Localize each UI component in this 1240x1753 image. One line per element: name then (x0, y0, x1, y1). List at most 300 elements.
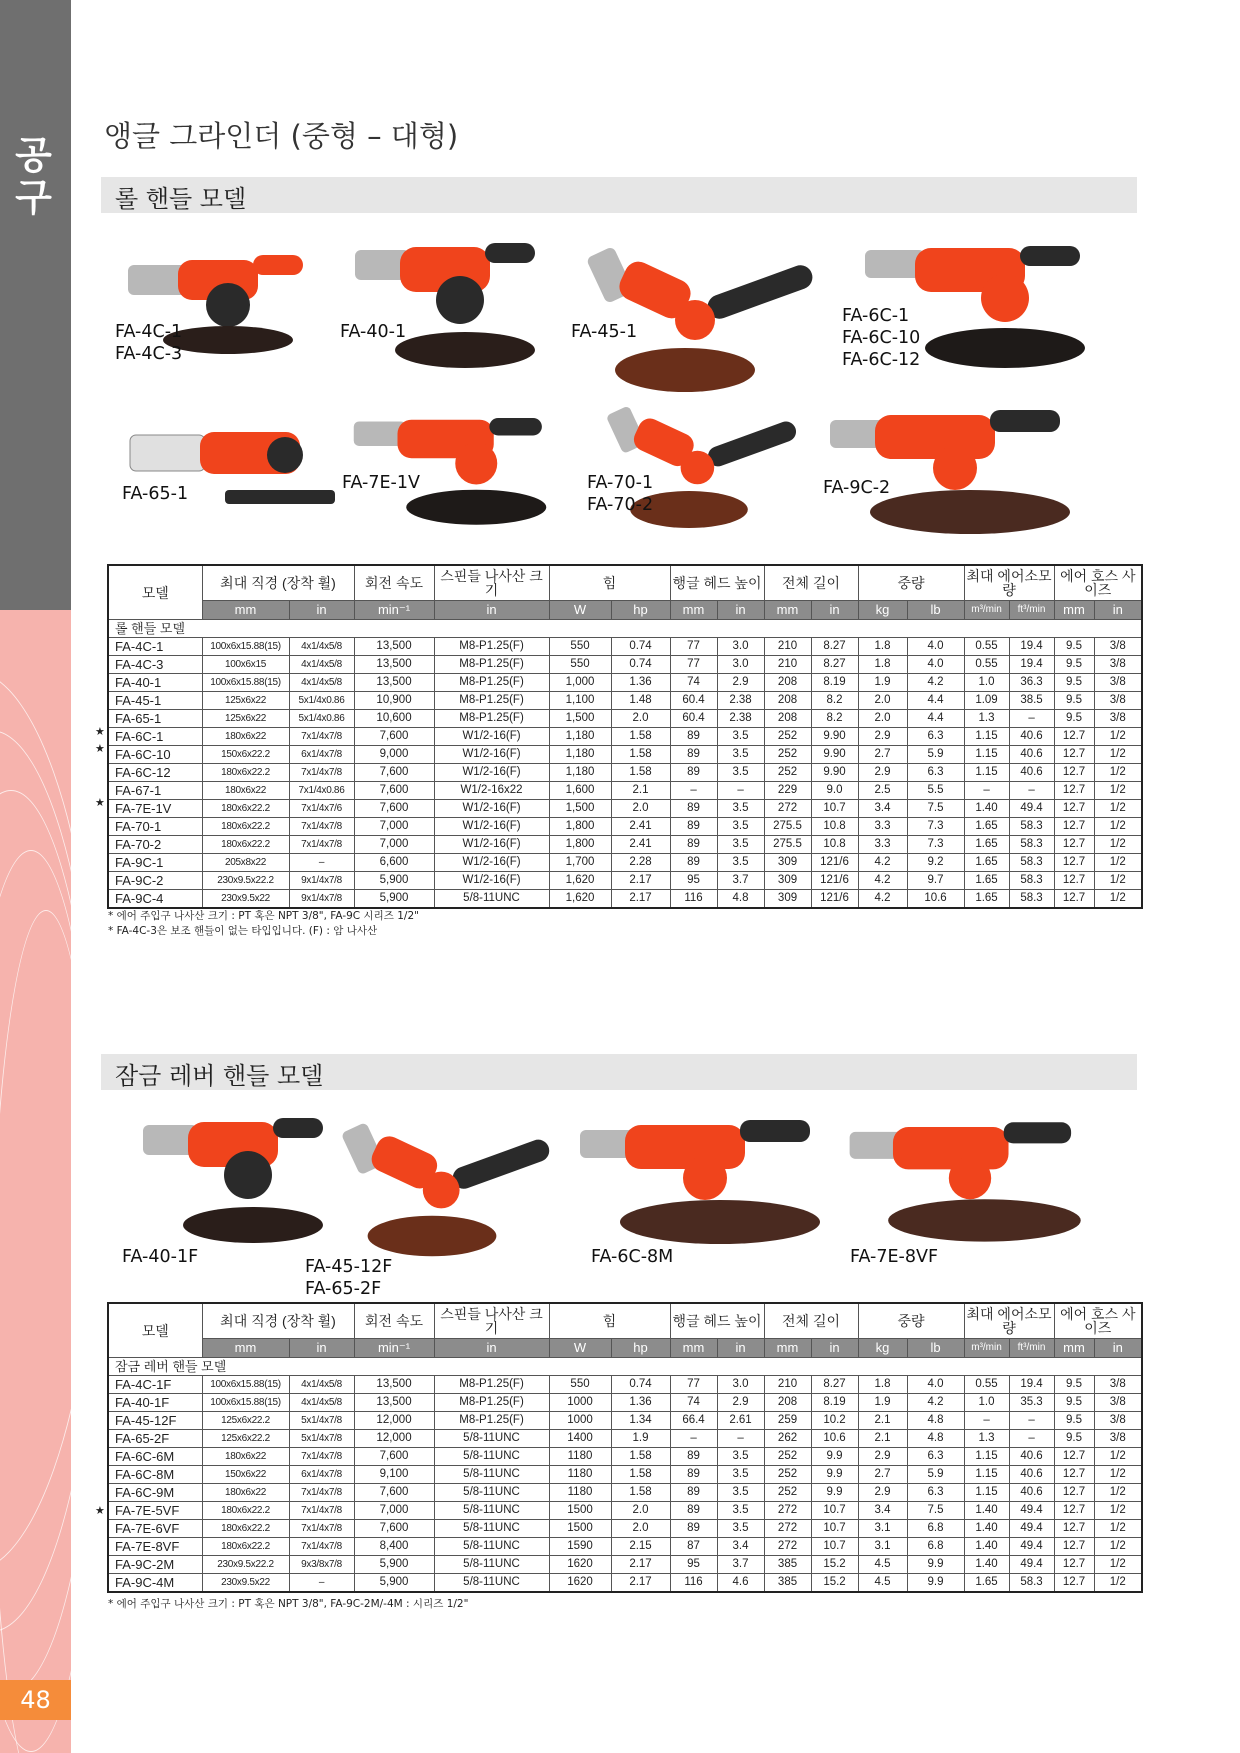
spec-cell: 1,000 (549, 674, 611, 692)
spec-cell: 0.55 (964, 638, 1009, 656)
spec-cell: 95 (670, 1556, 717, 1574)
spec-cell: 5/8-11UNC (434, 1484, 549, 1502)
table-row (108, 818, 1142, 836)
grinder-image-fa-45-12f (340, 1105, 570, 1275)
table-row (108, 764, 1142, 782)
table-row (108, 1556, 1142, 1574)
model-cell: FA-7E-6VF (108, 1520, 202, 1538)
col-spindle: 스핀들 나사산 크기 (434, 1303, 549, 1339)
spec-cell: 125x6x22.2 (202, 1412, 289, 1430)
product-label: FA-45-12F FA-65-2F (305, 1257, 393, 1299)
spec-cell: 3.5 (717, 764, 764, 782)
spec-cell: 19.4 (1009, 656, 1054, 674)
spec-cell: 1,620 (549, 890, 611, 909)
table-row (108, 710, 1142, 728)
unit-cell: lb (907, 1339, 964, 1358)
spec-cell: 77 (670, 656, 717, 674)
product-label: FA-4C-1 FA-4C-3 (115, 322, 183, 364)
spec-cell: 2.41 (611, 836, 670, 854)
table-row (108, 782, 1142, 800)
spec-cell: 4.2 (858, 890, 907, 909)
unit-cell: W (549, 1339, 611, 1358)
col-air: 최대 에어소모량 (964, 565, 1054, 601)
spec-cell: 210 (764, 1376, 811, 1394)
spec-cell: 385 (764, 1556, 811, 1574)
spec-cell: – (964, 782, 1009, 800)
spec-cell: 12.7 (1054, 728, 1094, 746)
spec-cell: 40.6 (1009, 1484, 1054, 1502)
spec-cell: 3.4 (717, 1538, 764, 1556)
spec-cell: 6x1/4x7/8 (289, 1466, 354, 1484)
spec-cell: 12.7 (1054, 746, 1094, 764)
grinder-image-fa-9c-2 (820, 400, 1090, 540)
page-title: 앵글 그라인더 (중형 – 대형) (104, 119, 459, 153)
note: * FA-4C-3은 보조 핸들이 없는 타입입니다. (F) : 암 나사산 (108, 925, 378, 937)
spec-cell: 12.7 (1054, 1574, 1094, 1593)
spec-cell: 1000 (549, 1412, 611, 1430)
spec-cell: 3.0 (717, 1376, 764, 1394)
spec-cell: 10,900 (354, 692, 434, 710)
spec-cell: 100x6x15.88(15) (202, 1376, 289, 1394)
spec-cell: 0.74 (611, 656, 670, 674)
spec-cell: W1/2-16(F) (434, 800, 549, 818)
spec-cell: 7,600 (354, 728, 434, 746)
spec-cell: 1,800 (549, 836, 611, 854)
spec-cell: 4.2 (907, 1394, 964, 1412)
spec-cell: 7x1/4x7/8 (289, 836, 354, 854)
spec-cell: 10.2 (811, 1412, 858, 1430)
spec-cell: 252 (764, 764, 811, 782)
spec-cell: 1/2 (1094, 854, 1142, 872)
spec-cell: 1,500 (549, 710, 611, 728)
grinder-image-fa-6c-8m (570, 1105, 840, 1255)
unit-cell: mm (764, 601, 811, 620)
spec-cell: – (670, 782, 717, 800)
spec-cell: 7,600 (354, 782, 434, 800)
spec-cell: 3.5 (717, 746, 764, 764)
spec-cell: 3.3 (858, 818, 907, 836)
spec-cell: 38.5 (1009, 692, 1054, 710)
spec-cell: M8-P1.25(F) (434, 656, 549, 674)
spec-cell: 15.2 (811, 1574, 858, 1593)
spec-cell: 5,900 (354, 890, 434, 909)
spec-cell: 0.74 (611, 1376, 670, 1394)
table-row (108, 872, 1142, 890)
spec-cell: 10.7 (811, 1502, 858, 1520)
spec-table-roll-handle (107, 564, 1143, 909)
spec-cell: 5/8-11UNC (434, 1556, 549, 1574)
spec-cell: 180x6x22 (202, 1448, 289, 1466)
spec-cell: 1.40 (964, 1502, 1009, 1520)
spec-cell: 230x9.5x22.2 (202, 872, 289, 890)
spec-cell: 3.5 (717, 836, 764, 854)
spec-cell: 58.3 (1009, 1574, 1054, 1593)
product-label: FA-6C-1 FA-6C-10 FA-6C-12 (842, 306, 921, 370)
spec-cell: 2.7 (858, 1466, 907, 1484)
spec-cell: 12.7 (1054, 818, 1094, 836)
product-label: FA-6C-8M (591, 1247, 674, 1267)
spec-cell: 3/8 (1094, 1412, 1142, 1430)
spec-cell: W1/2-16(F) (434, 872, 549, 890)
unit-cell: in (1094, 601, 1142, 620)
spec-cell: 1620 (549, 1556, 611, 1574)
spec-cell: 1/2 (1094, 818, 1142, 836)
spec-cell: 8.2 (811, 710, 858, 728)
spec-cell: 1.3 (964, 1430, 1009, 1448)
unit-cell: ft³/min (1009, 601, 1054, 620)
spec-cell: 9x1/4x7/8 (289, 890, 354, 909)
spec-cell: 3.5 (717, 1448, 764, 1466)
spec-cell: 180x6x22.2 (202, 818, 289, 836)
spec-cell: 7x1/4x7/8 (289, 1520, 354, 1538)
spec-cell: 1.65 (964, 818, 1009, 836)
spec-cell: 5.9 (907, 746, 964, 764)
spec-cell: 7,600 (354, 1448, 434, 1466)
spec-cell: 272 (764, 1538, 811, 1556)
spec-cell: 1590 (549, 1538, 611, 1556)
col-model: 모델 (108, 1303, 202, 1358)
model-cell: FA-4C-1 (108, 638, 202, 656)
spec-cell: 4x1/4x5/8 (289, 638, 354, 656)
spec-cell: 9.2 (907, 854, 964, 872)
unit-cell: in (717, 601, 764, 620)
spec-cell: 1,600 (549, 782, 611, 800)
spec-cell: 77 (670, 1376, 717, 1394)
unit-cell: in (434, 601, 549, 620)
unit-cell: mm (670, 601, 717, 620)
spec-cell: 1.65 (964, 1574, 1009, 1593)
spec-cell: 2.17 (611, 872, 670, 890)
spec-cell: 8.19 (811, 1394, 858, 1412)
spec-cell: 1/2 (1094, 782, 1142, 800)
spec-cell: 3/8 (1094, 692, 1142, 710)
model-cell: FA-6C-6M (108, 1448, 202, 1466)
section-bar-roll-handle (101, 177, 1137, 213)
spec-cell: M8-P1.25(F) (434, 674, 549, 692)
spec-cell: – (1009, 710, 1054, 728)
spec-cell: 5x1/4x0.86 (289, 710, 354, 728)
spec-cell: 5/8-11UNC (434, 1538, 549, 1556)
col-air: 최대 에어소모량 (964, 1303, 1054, 1339)
spec-cell: 4.0 (907, 1376, 964, 1394)
spec-cell: 12,000 (354, 1430, 434, 1448)
spec-cell: 1180 (549, 1484, 611, 1502)
model-cell: FA-40-1 (108, 674, 202, 692)
note: * 에어 주입구 나사산 크기 : PT 혹은 NPT 3/8", FA-9C-2M/-4M : 시리즈 1/2" (108, 1598, 469, 1610)
col-speed: 회전 속도 (354, 1303, 434, 1339)
spec-cell: 1/2 (1094, 1538, 1142, 1556)
spec-cell: 60.4 (670, 692, 717, 710)
table-row (108, 1538, 1142, 1556)
spec-cell: 1.40 (964, 800, 1009, 818)
spec-cell: 309 (764, 872, 811, 890)
spec-cell: 5x1/4x0.86 (289, 692, 354, 710)
col-spindle: 스핀들 나사산 크기 (434, 565, 549, 601)
spec-cell: 7,600 (354, 1484, 434, 1502)
spec-cell: 100x6x15.88(15) (202, 1394, 289, 1412)
spec-cell: 272 (764, 800, 811, 818)
col-weight: 중량 (858, 565, 964, 601)
model-cell: FA-6C-1 (108, 728, 202, 746)
spec-cell: 125x6x22 (202, 710, 289, 728)
unit-cell: kg (858, 601, 907, 620)
spec-cell: 7x1/4x7/8 (289, 728, 354, 746)
spec-cell: 1.15 (964, 764, 1009, 782)
spec-cell: 5,900 (354, 1574, 434, 1593)
spec-cell: 10.7 (811, 1538, 858, 1556)
spec-cell: 4.6 (717, 1574, 764, 1593)
product-label: FA-40-1 (340, 322, 407, 342)
spec-cell: 6.3 (907, 1484, 964, 1502)
spec-cell: 1.09 (964, 692, 1009, 710)
spec-table-lock-lever (107, 1302, 1143, 1593)
spec-cell: 7,000 (354, 836, 434, 854)
spec-cell: 1.34 (611, 1412, 670, 1430)
spec-cell: 2.41 (611, 818, 670, 836)
spec-cell: 9.5 (1054, 656, 1094, 674)
spec-cell: 1/2 (1094, 872, 1142, 890)
spec-cell: 1,180 (549, 746, 611, 764)
spec-cell: 7.5 (907, 800, 964, 818)
spec-cell: 6.3 (907, 1448, 964, 1466)
spec-cell: 3/8 (1094, 1430, 1142, 1448)
spec-cell: 5/8-11UNC (434, 1448, 549, 1466)
grinder-image-fa-7e-8vf (840, 1110, 1100, 1250)
grinder-image-fa-7e-1v (345, 400, 555, 540)
unit-cell: mm (1054, 601, 1094, 620)
spec-cell: M8-P1.25(F) (434, 692, 549, 710)
spec-cell: 9.90 (811, 728, 858, 746)
spec-cell: 5,900 (354, 1556, 434, 1574)
spec-cell: 9.5 (1054, 692, 1094, 710)
spec-cell: – (1009, 1430, 1054, 1448)
unit-cell: mm (1054, 1339, 1094, 1358)
unit-cell: in (289, 601, 354, 620)
spec-cell: 1180 (549, 1448, 611, 1466)
spec-cell: 2.1 (858, 1412, 907, 1430)
spec-cell: 1,100 (549, 692, 611, 710)
spec-cell: 89 (670, 1484, 717, 1502)
spec-cell: 77 (670, 638, 717, 656)
spec-cell: 125x6x22 (202, 692, 289, 710)
spec-cell: 5x1/4x7/8 (289, 1430, 354, 1448)
spec-cell: – (670, 1430, 717, 1448)
product-label: FA-7E-1V (342, 473, 420, 493)
product-label: FA-7E-8VF (850, 1247, 939, 1267)
spec-cell: – (717, 782, 764, 800)
spec-cell: 3.5 (717, 1502, 764, 1520)
spec-cell: 1,700 (549, 854, 611, 872)
spec-cell: M8-P1.25(F) (434, 1412, 549, 1430)
spec-cell: M8-P1.25(F) (434, 1376, 549, 1394)
model-cell: FA-9C-4M (108, 1574, 202, 1593)
col-hose: 에어 호스 사이즈 (1054, 565, 1142, 601)
spec-cell: 1/2 (1094, 1502, 1142, 1520)
spec-cell: 3.5 (717, 818, 764, 836)
unit-cell: mm (202, 1339, 289, 1358)
spec-cell: 272 (764, 1520, 811, 1538)
spec-cell: 208 (764, 710, 811, 728)
col-disc: 최대 직경 (장착 휠) (202, 565, 354, 601)
spec-cell: 252 (764, 1484, 811, 1502)
spec-cell: W1/2-16(F) (434, 854, 549, 872)
spec-cell: 2.0 (611, 1520, 670, 1538)
section-title: 잠금 레버 핸들 모델 (115, 1062, 324, 1090)
grinder-image-fa-40-1f (128, 1110, 338, 1250)
spec-cell: 3.0 (717, 638, 764, 656)
spec-cell: 40.6 (1009, 728, 1054, 746)
spec-cell: 40.6 (1009, 764, 1054, 782)
spec-cell: – (289, 854, 354, 872)
spec-cell: 2.61 (717, 1412, 764, 1430)
spec-cell: 12.7 (1054, 890, 1094, 909)
unit-cell: hp (611, 1339, 670, 1358)
spec-cell: 180x6x22.2 (202, 800, 289, 818)
spec-cell: 180x6x22 (202, 728, 289, 746)
spec-cell: 275.5 (764, 818, 811, 836)
spec-cell: 1000 (549, 1394, 611, 1412)
spec-cell: 0.55 (964, 1376, 1009, 1394)
spec-cell: 12.7 (1054, 1538, 1094, 1556)
spec-cell: 12.7 (1054, 1466, 1094, 1484)
spec-cell: 40.6 (1009, 1448, 1054, 1466)
spec-cell: 10.8 (811, 818, 858, 836)
spec-cell: 1.48 (611, 692, 670, 710)
spec-cell: 13,500 (354, 674, 434, 692)
spec-cell: 1.65 (964, 854, 1009, 872)
spec-cell: 15.2 (811, 1556, 858, 1574)
spec-cell: 1500 (549, 1520, 611, 1538)
spec-cell: 1,180 (549, 764, 611, 782)
spec-cell: 10.7 (811, 1520, 858, 1538)
table-row (108, 1430, 1142, 1448)
unit-cell: mm (202, 601, 289, 620)
spec-cell: 230x9.5x22.2 (202, 1556, 289, 1574)
table-group-row (108, 1358, 1142, 1376)
spec-cell: 9.5 (1054, 1394, 1094, 1412)
spec-cell: 180x6x22.2 (202, 836, 289, 854)
spec-cell: 2.1 (858, 1430, 907, 1448)
spec-cell: 4.5 (858, 1556, 907, 1574)
spec-cell: 4.5 (858, 1574, 907, 1593)
spec-cell: 1/2 (1094, 890, 1142, 909)
spec-cell: 1.40 (964, 1538, 1009, 1556)
spec-cell: 116 (670, 1574, 717, 1593)
spec-cell: 5/8-11UNC (434, 1430, 549, 1448)
spec-cell: 1/2 (1094, 1484, 1142, 1502)
spec-cell: 1.15 (964, 728, 1009, 746)
product-label: FA-40-1F (122, 1247, 199, 1267)
spec-cell: 5/8-11UNC (434, 1520, 549, 1538)
table-row (108, 1520, 1142, 1538)
spec-cell: 1500 (549, 1502, 611, 1520)
spec-cell: 4x1/4x5/8 (289, 1394, 354, 1412)
spec-cell: 2.1 (611, 782, 670, 800)
col-power: 힘 (549, 565, 670, 601)
spec-cell: 9.90 (811, 746, 858, 764)
spec-cell: 550 (549, 656, 611, 674)
model-cell: FA-9C-4 (108, 890, 202, 909)
spec-cell: 3.1 (858, 1538, 907, 1556)
star-mark: ★ (95, 725, 105, 738)
col-head: 행글 헤드 높이 (670, 565, 764, 601)
grinder-image-fa-70 (605, 395, 815, 540)
model-cell: FA-6C-12 (108, 764, 202, 782)
spec-cell: 121/6 (811, 890, 858, 909)
spec-cell: 49.4 (1009, 800, 1054, 818)
spec-cell: 9x3/8x7/8 (289, 1556, 354, 1574)
col-head: 행글 헤드 높이 (670, 1303, 764, 1339)
spec-cell: 180x6x22 (202, 1484, 289, 1502)
spec-cell: 1.15 (964, 1448, 1009, 1466)
spec-cell: 87 (670, 1538, 717, 1556)
table-row (108, 1412, 1142, 1430)
col-model: 모델 (108, 565, 202, 620)
spec-cell: 36.3 (1009, 674, 1054, 692)
spec-cell: 4x1/4x5/8 (289, 656, 354, 674)
spec-cell: 1.8 (858, 638, 907, 656)
spec-cell: 9.0 (811, 782, 858, 800)
spec-cell: 1.15 (964, 1484, 1009, 1502)
spec-cell: 125x6x22.2 (202, 1430, 289, 1448)
table-row (108, 836, 1142, 854)
table-row (108, 674, 1142, 692)
product-label: FA-65-1 (122, 484, 189, 504)
spec-cell: 13,500 (354, 1376, 434, 1394)
spec-cell: 9.9 (907, 1556, 964, 1574)
spec-cell: 19.4 (1009, 1376, 1054, 1394)
spec-cell: 9.9 (907, 1574, 964, 1593)
spec-cell: 9.5 (1054, 710, 1094, 728)
spec-cell: 230x9.5x22 (202, 890, 289, 909)
spec-cell: 12.7 (1054, 764, 1094, 782)
spec-cell: 180x6x22.2 (202, 1538, 289, 1556)
spec-cell: 8.2 (811, 692, 858, 710)
model-cell: FA-40-1F (108, 1394, 202, 1412)
model-cell: FA-9C-1 (108, 854, 202, 872)
model-cell: FA-7E-1V (108, 800, 202, 818)
product-label: FA-70-1 FA-70-2 (587, 473, 654, 515)
spec-cell: 1.58 (611, 728, 670, 746)
spec-cell: W1/2-16(F) (434, 746, 549, 764)
spec-cell: 89 (670, 764, 717, 782)
spec-cell: 1620 (549, 1574, 611, 1593)
spec-cell: 40.6 (1009, 1466, 1054, 1484)
spec-cell: 7x1/4x7/8 (289, 1484, 354, 1502)
spec-cell: 10,600 (354, 710, 434, 728)
spec-cell: 309 (764, 890, 811, 909)
spec-cell: 3/8 (1094, 656, 1142, 674)
spec-cell: 3.5 (717, 1484, 764, 1502)
spec-cell: 180x6x22.2 (202, 1502, 289, 1520)
unit-cell: in (289, 1339, 354, 1358)
spec-cell: 4.4 (907, 710, 964, 728)
table-row (108, 656, 1142, 674)
spec-cell: 9.7 (907, 872, 964, 890)
spec-cell: 9x1/4x7/8 (289, 872, 354, 890)
unit-cell: min⁻¹ (354, 601, 434, 620)
unit-cell: kg (858, 1339, 907, 1358)
spec-cell: 1180 (549, 1466, 611, 1484)
table-row (108, 800, 1142, 818)
spec-cell: 74 (670, 674, 717, 692)
spec-cell: 3.5 (717, 1466, 764, 1484)
spec-cell: 5x1/4x7/8 (289, 1412, 354, 1430)
spec-cell: 5/8-11UNC (434, 1574, 549, 1593)
product-label: FA-45-1 (571, 322, 638, 342)
star-mark: ★ (95, 742, 105, 755)
col-hose: 에어 호스 사이즈 (1054, 1303, 1142, 1339)
